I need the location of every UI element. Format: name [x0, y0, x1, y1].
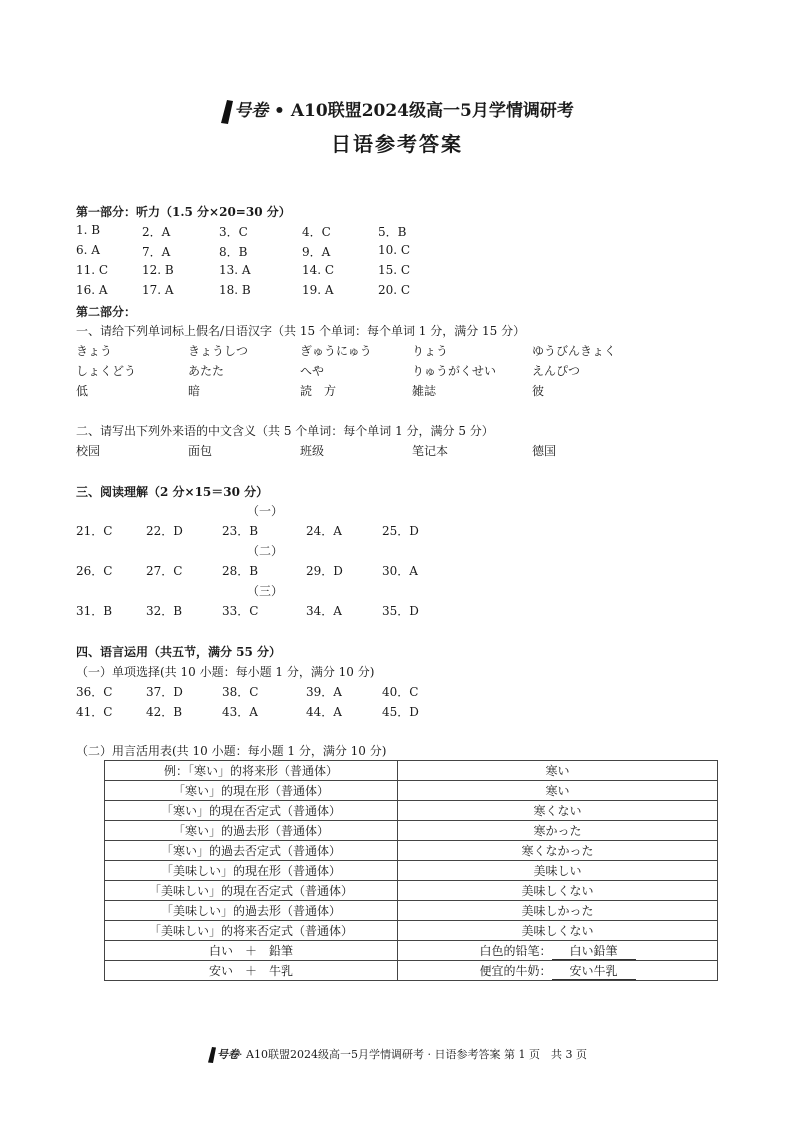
answer-cell: 39．A — [306, 685, 342, 699]
combination-row — [105, 961, 718, 981]
conjugation-question: 例：「寒い」的将来形（普通体） — [105, 761, 398, 781]
answer-cell: 30．A — [382, 564, 418, 578]
conjugation-answer: 寒い — [398, 781, 718, 801]
conjugation-question: 「寒い」的過去否定式（普通体） — [105, 841, 398, 861]
conjugation-row — [105, 801, 718, 821]
part3-heading: 三、阅读理解（2 分×15＝30 分） — [76, 485, 269, 499]
combination-prefix: 便宜的牛奶： — [479, 963, 552, 978]
reading-group-label: （二） — [247, 544, 284, 558]
answer-cell: 23．B — [222, 524, 259, 538]
conjugation-question: 「寒い」的現在形（普通体） — [105, 781, 398, 801]
part2-heading: 第二部分： — [76, 305, 137, 319]
answer-cell: 3．C — [219, 225, 248, 239]
conjugation-question: 「寒い」的過去形（普通体） — [105, 821, 398, 841]
part1-heading: 第一部分：听力（1.5 分×20=30 分） — [76, 205, 291, 219]
conjugation-question: 「美味しい」的現在否定式（普通体） — [105, 881, 398, 901]
page-title: 号卷 • A10联盟2024级高一5月学情调研考 — [0, 96, 794, 125]
answer-cell: 15. C — [378, 263, 411, 277]
conjugation-answer: 美味しかった — [398, 901, 718, 921]
answer-cell: 19. A — [302, 283, 334, 297]
conjugation-row — [105, 861, 718, 881]
answer-cell: 42．B — [146, 705, 183, 719]
conjugation-answer: 寒くなかった — [398, 841, 718, 861]
answer-cell: 32．B — [146, 604, 183, 618]
conjugation-question: 「美味しい」的現在形（普通体） — [105, 861, 398, 881]
answer-cell: 45．D — [382, 705, 419, 719]
answer-cell: 1. B — [76, 223, 101, 237]
combination-row — [105, 941, 718, 961]
conjugation-row — [105, 821, 718, 841]
conjugation-row — [105, 921, 718, 941]
conjugation-answer: 寒かった — [398, 821, 718, 841]
answer-cell: 22．D — [146, 524, 183, 538]
answer-cell: 43．A — [222, 705, 258, 719]
answer-cell: 6. A — [76, 243, 100, 257]
answer-cell: へや — [300, 364, 325, 378]
answer-cell: 37．D — [146, 685, 183, 699]
part2-q1-heading: 一、请给下列单词标上假名/日语汉字（共 15 个单词：每个单词 1 分，满分 15 分） — [76, 324, 526, 338]
footer-brand: 号卷 — [217, 1048, 240, 1061]
answer-cell: 13. A — [219, 263, 251, 277]
answer-cell: えんぴつ — [532, 364, 581, 378]
answer-cell: 40．C — [382, 685, 419, 699]
combination-answer: 白い鉛筆 — [552, 942, 636, 960]
answer-cell: 18. B — [219, 283, 251, 297]
answer-cell: 14. C — [302, 263, 335, 277]
answer-cell: 読 方 — [300, 384, 337, 398]
answer-cell: 44．A — [306, 705, 342, 719]
conjugation-answer: 寒い — [398, 761, 718, 781]
part4-sub2-heading: （二）用言活用表(共 10 小题：每小题 1 分，满分 10 分) — [76, 744, 387, 758]
part4-heading: 四、语言运用（共五节，满分 55 分） — [76, 645, 282, 659]
reading-group-label: （一） — [247, 504, 284, 518]
conjugation-question: 「寒い」的現在否定式（普通体） — [105, 801, 398, 821]
answer-cell: ゆうびんきょく — [532, 344, 617, 358]
conjugation-row — [105, 881, 718, 901]
conjugation-answer: 美味しくない — [398, 881, 718, 901]
conjugation-question: 「美味しい」的将来否定式（普通体） — [105, 921, 398, 941]
answer-cell: 35．D — [382, 604, 419, 618]
conjugation-table — [104, 760, 718, 981]
answer-cell: 41．C — [76, 705, 113, 719]
conjugation-answer: 美味しい — [398, 861, 718, 881]
answer-cell: 11. C — [76, 263, 109, 277]
answer-cell: 26．C — [76, 564, 113, 578]
page-footer — [0, 1046, 794, 1064]
combination-words: 安い ＋ 牛乳 — [105, 961, 398, 981]
answer-cell: 彼 — [532, 384, 545, 398]
answer-cell: 38．C — [222, 685, 259, 699]
answer-cell: 德国 — [532, 444, 557, 458]
conjugation-answer: 寒くない — [398, 801, 718, 821]
answer-cell: 31．B — [76, 604, 113, 618]
part2-q2-heading: 二、请写出下列外来语的中文含义（共 5 个单词：每个单词 1 分，满分 5 分） — [76, 424, 494, 438]
answer-cell: きょうしつ — [188, 344, 249, 358]
answer-cell: 7．A — [142, 245, 171, 259]
conjugation-row — [105, 781, 718, 801]
answer-cell: 雑誌 — [412, 384, 437, 398]
answer-cell: 4．C — [302, 225, 331, 239]
answer-cell: 5．B — [378, 225, 407, 239]
combination-prefix: 白色的铅笔： — [479, 943, 552, 958]
answer-cell: 25．D — [382, 524, 419, 538]
answer-cell: 10. C — [378, 243, 411, 257]
answer-cell: 面包 — [188, 444, 213, 458]
reading-group-label: （三） — [247, 584, 284, 598]
brand-logo-icon — [207, 1046, 217, 1064]
answer-cell: 17. A — [142, 283, 174, 297]
exam-title: A10联盟2024级高一5月学情调研考 — [290, 101, 574, 121]
answer-cell: 36．C — [76, 685, 113, 699]
answer-cell: 20. C — [378, 283, 411, 297]
answer-cell: 24．A — [306, 524, 342, 538]
answer-cell: 低 — [76, 384, 89, 398]
combination-answer-cell — [398, 941, 718, 961]
answer-cell: しょくどう — [76, 364, 137, 378]
answer-cell: ぎゅうにゅう — [300, 344, 372, 358]
answer-cell: りゅうがくせい — [412, 364, 497, 378]
part4-sub1-heading: （一）单项选择(共 10 小题：每小题 1 分，满分 10 分) — [76, 665, 375, 679]
answer-cell: あたた — [188, 364, 225, 378]
brand-name: 号卷 — [234, 101, 269, 121]
answer-cell: 笔记本 — [412, 444, 449, 458]
answer-cell: 16. A — [76, 283, 108, 297]
combination-answer-cell — [398, 961, 718, 981]
answer-cell: 2．A — [142, 225, 171, 239]
page-subtitle: 日语参考答案 — [331, 132, 463, 156]
answer-cell: 21．C — [76, 524, 113, 538]
answer-cell: 暗 — [188, 384, 201, 398]
conjugation-question: 「美味しい」的過去形（普通体） — [105, 901, 398, 921]
combination-words: 白い ＋ 鉛筆 — [105, 941, 398, 961]
answer-cell: 9．A — [302, 245, 331, 259]
combination-answer: 安い牛乳 — [552, 962, 636, 980]
answer-cell: りょう — [412, 344, 449, 358]
answer-cell: 33．C — [222, 604, 259, 618]
answer-cell: 班级 — [300, 444, 325, 458]
conjugation-answer: 美味しくない — [398, 921, 718, 941]
answer-cell: 34．A — [306, 604, 342, 618]
conjugation-row — [105, 901, 718, 921]
answer-cell: きょう — [76, 344, 113, 358]
answer-cell: 27．C — [146, 564, 183, 578]
answer-cell: 12. B — [142, 263, 174, 277]
brand-logo-icon — [220, 99, 234, 125]
conjugation-row — [105, 761, 718, 781]
answer-cell: 8．B — [219, 245, 248, 259]
conjugation-row — [105, 841, 718, 861]
answer-cell: 29．D — [306, 564, 343, 578]
answer-cell: 校园 — [76, 444, 101, 458]
footer-text: · A10联盟2024级高一5月学情调研考 · 日语参考答案 第 1 页 共 3 页 — [239, 1048, 587, 1061]
answer-cell: 28．B — [222, 564, 259, 578]
